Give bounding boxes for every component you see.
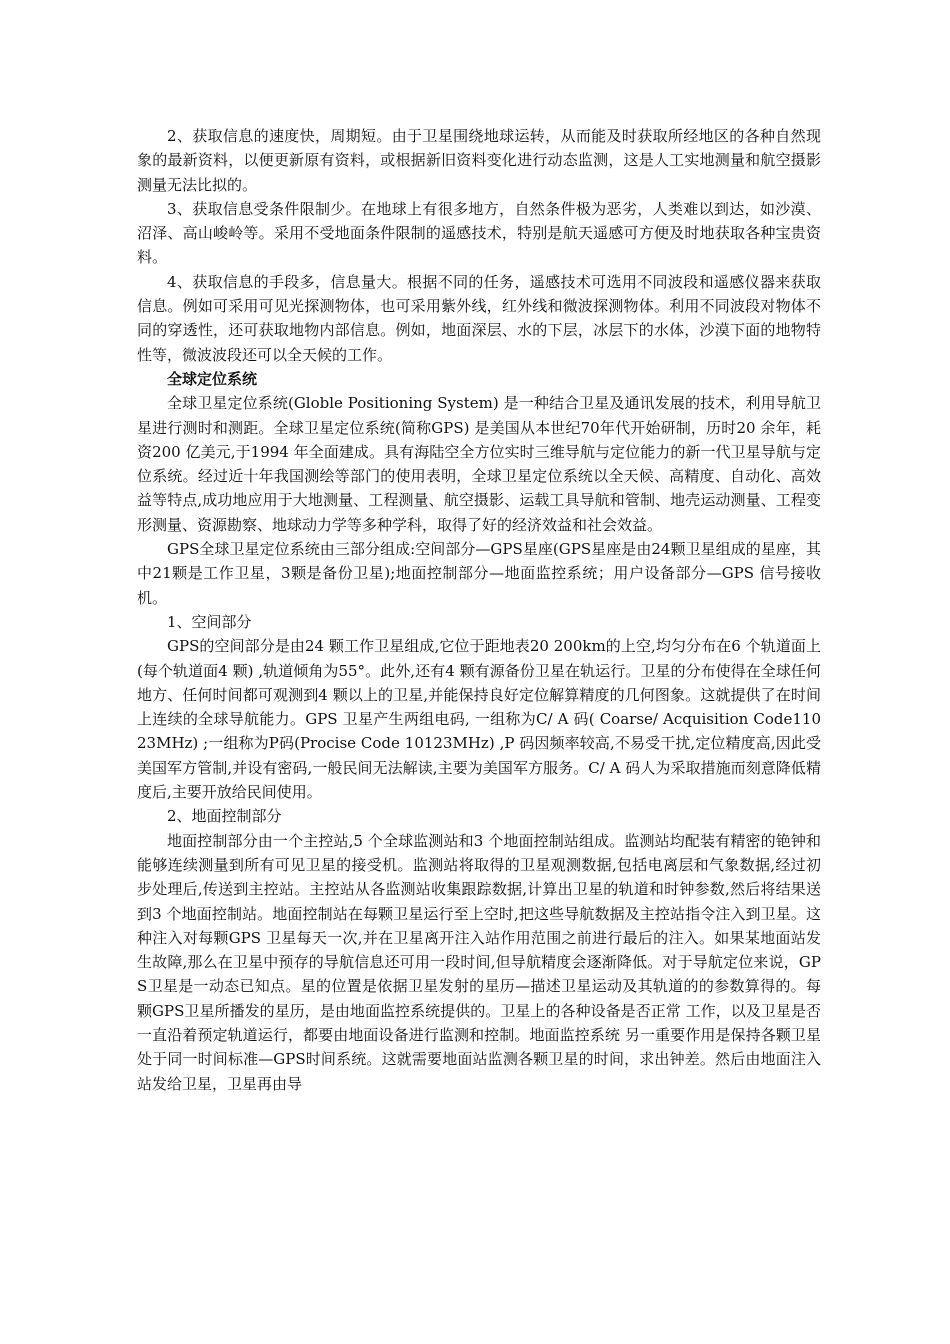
paragraph-space-segment: GPS的空间部分是由24 颗工作卫星组成,它位于距地表20 200km的上空,均匀分布在6 个轨道面上(每个轨道面4 颗) ,轨道倾角为55°。此外,还有4 颗有源备份卫星在轨运行。卫星的分布使得在全球任何地方、任何时间都可观测到4 颗以上的卫星,并能保持良好定位解算精度的几何图象。这就提供了在时间上连续的全球导航能力。GPS 卫星产生两组电码, 一组称为C/ A 码( Coarse/ Acquisition Code11023MHz) ;一组称为P码(Procise Code 10123MHz) ,P 码因频率较高,不易受干扰,定位精度高,因此受美国军方管制,并设有密码,一般民间无法解读,主要为美国军方服务。C/ A 码人为采取措施而刻意降低精度后,主要开放给民间使用。 xyxy=(137,637,821,802)
paragraph-speed: 2、获取信息的速度快，周期短。由于卫星围绕地球运转，从而能及时获取所经地区的各种自然现象的最新资料，以便更新原有资料，或根据新旧资料变化进行动态监测，这是人工实地测量和航空摄影测量无法比拟的。 xyxy=(137,127,821,194)
subheading-space-segment: 1、空间部分 xyxy=(167,612,252,631)
paragraph-gps-intro: 全球卫星定位系统(Globle Positioning System) 是一种结合卫星及通讯发展的技术，利用导航卫星进行测时和测距。全球卫星定位系统(简称GPS) 是美国从本世纪70年代开始研制，历时20 余年，耗资200 亿美元,于1994 年全面建成。具有海陆空全方位实时三维导航与定位能力的新一代卫星导航与定位系统。经过近十年我国测绘等部门的使用表明，全球卫星定位系统以全天候、高精度、自动化、高效益等特点,成功地应用于大地测量、工程测量、航空摄影、运载工具导航和管制、地壳运动测量、工程变形测量、资源勘察、地球动力学等多种学科，取得了好的经济效益和社会效益。 xyxy=(137,394,821,534)
paragraph-conditions: 3、获取信息受条件限制少。在地球上有很多地方，自然条件极为恶劣，人类难以到达，如沙漠、沼泽、高山峻岭等。采用不受地面条件限制的遥感技术，特别是航天遥感可方便及时地获取各种宝贵资料。 xyxy=(137,199,821,267)
paragraph-ground-control: 地面控制部分由一个主控站,5 个全球监测站和3 个地面控制站组成。监测站均配装有精密的铯钟和能够连续测量到所有可见卫星的接受机。监测站将取得的卫星观测数据,包括电离层和气象数据,经过初步处理后,传送到主控站。主控站从各监测站收集跟踪数据,计算出卫星的轨道和时钟参数,然后将结果送到3 个地面控制站。地面控制站在每颗卫星运行至上空时,把这些导航数据及主控站指令注入到卫星。这种注入对每颗GPS 卫星每天一次,并在卫星离开注入站作用范围之前进行最后的注入。如果某地面站发生故障,那么在卫星中预存的导航信息还可用一段时间,但导航精度会逐渐降低。对于导航定位来说，GPS卫星是一动态已知点。星的位置是依据卫星发射的星历—描述卫星运动及其轨道的的参数算得的。每颗GPS卫星所播发的星历，是由地面监控系统提供的。卫星上的各种设备是否正常 工作，以及卫星是否一直沿着预定轨道运行，都要由地面设备进行监测和控制。地面监控系统 另一重要作用是保持各颗卫星处于同一时间标准—GPS时间系统。这就需要地面站监测各颗卫星的时间，求出钟差。然后由地面注入站发给卫星，卫星再由导 xyxy=(137,831,821,1093)
section-heading-gps: 全球定位系统 xyxy=(167,369,258,388)
paragraph-methods: 4、获取信息的手段多，信息量大。根据不同的任务，遥感技术可选用不同波段和遥感仪器来获取信息。例如可采用可见光探测物体，也可采用紫外线，红外线和微波探测物体。利用不同波段对物体不同的穿透性，还可获取地物内部信息。例如，地面深层、水的下层，冰层下的水体，沙漠下面的地物特性等，微波波段还可以全天候的工作。 xyxy=(137,272,821,364)
paragraph-gps-components: GPS全球卫星定位系统由三部分组成:空间部分—GPS星座(GPS星座是由24颗卫星组成的星座，其中21颗是工作卫星，3颗是备份卫星);地面控制部分—地面监控系统；用户设备部分—GPS 信号接收机。 xyxy=(137,540,821,607)
subheading-ground-control: 2、地面控制部分 xyxy=(167,807,282,826)
document-body xyxy=(137,124,821,1096)
